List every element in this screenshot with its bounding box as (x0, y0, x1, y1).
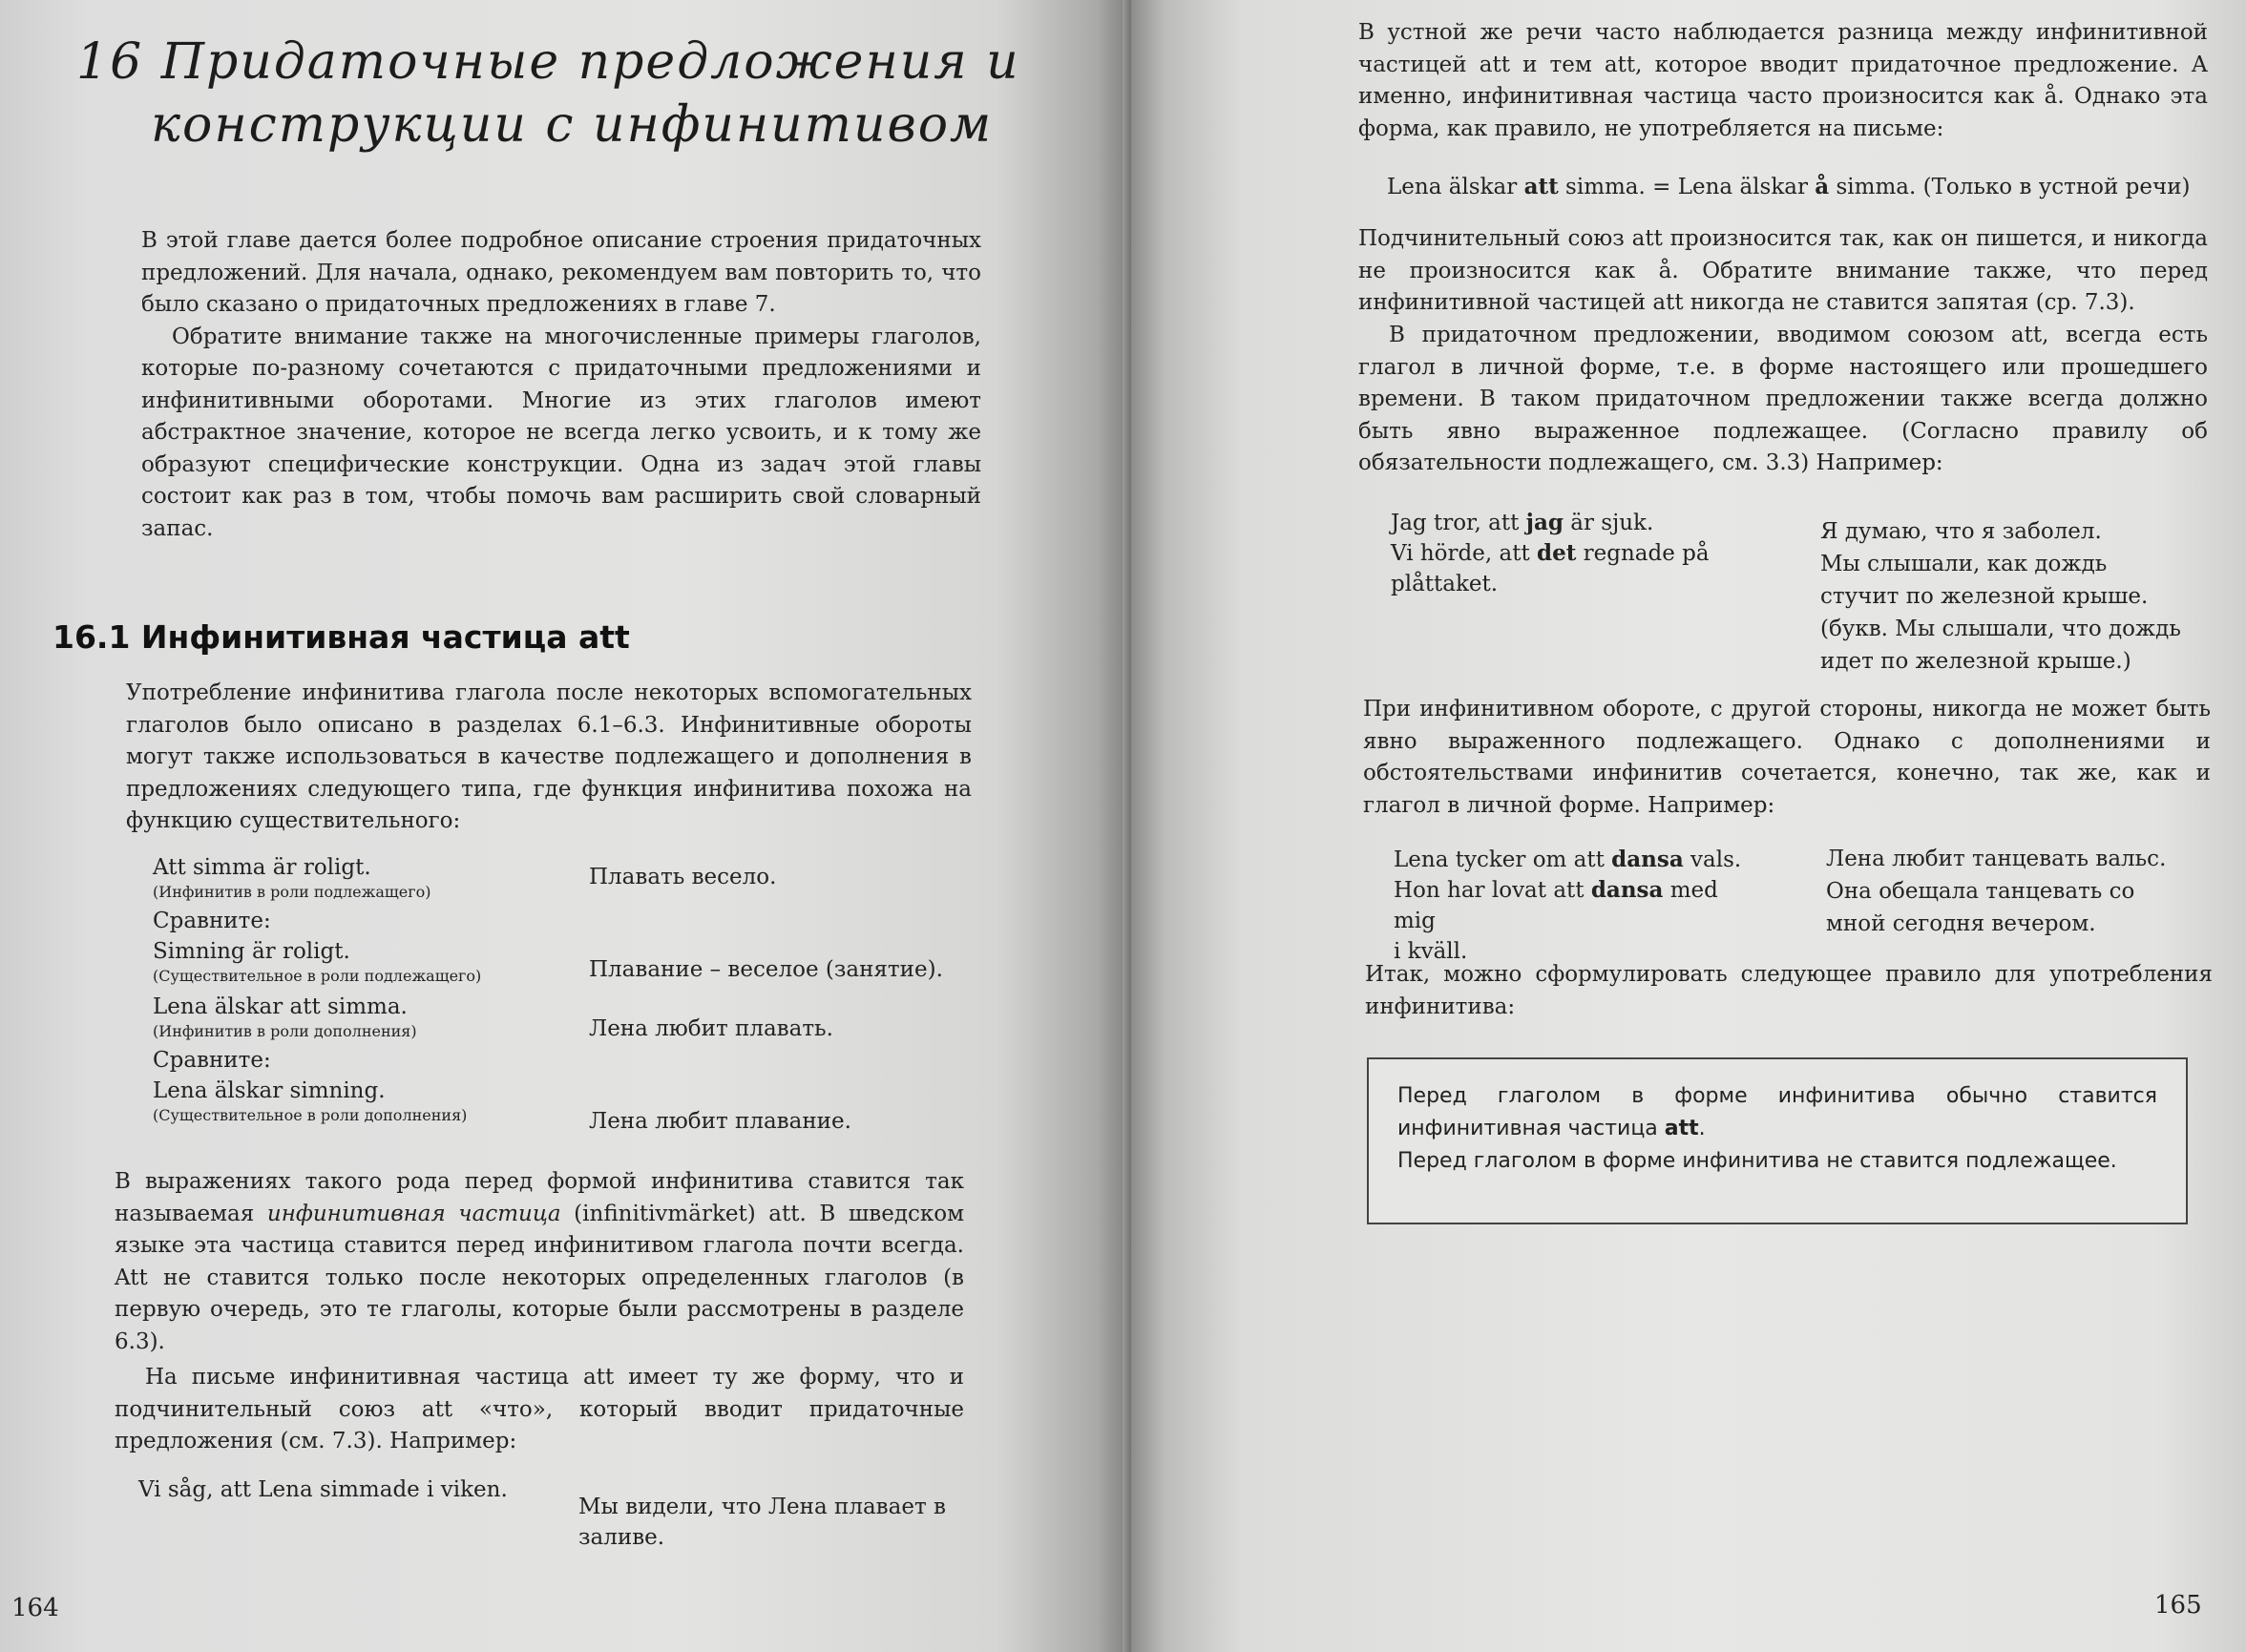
section-paragraph-3: На письме инфинитивная частица att имеет ту же форму, что и подчинительный союз att «что», который вводит придаточные предложения (см. 7.3). Например: (115, 1365, 964, 1453)
example-text: simma. (Только в устной речи) (1829, 175, 2191, 199)
example-text: Lena tycker om att (1394, 847, 1612, 872)
term-italic: инфинитивная частица (266, 1201, 561, 1226)
example-bold: det (1537, 540, 1577, 566)
page-number-right: 165 (2154, 1591, 2202, 1620)
example-ru-line: (букв. Мы слышали, что дождь (1820, 617, 2181, 641)
section-heading: 16.1 Инфинитивная частица att (52, 618, 630, 656)
example-sv-line (1394, 845, 1756, 875)
example-ru-line: стучит по железной крыше. (1820, 584, 2149, 609)
example-sv: Simning är roligt. (153, 939, 350, 964)
right-paragraph-5: Итак, можно сформулировать следующее правило для употребления инфинитива: (1365, 962, 2213, 1019)
example-note: (Инфинитив в роли дополнения) (153, 1022, 417, 1040)
example-bold: jag (1525, 510, 1564, 535)
example-ru-line: Она обещала танцевать со (1826, 879, 2135, 904)
example-bold: å (1815, 174, 1830, 199)
example-ru-line: Я думаю, что я заболел. (1820, 519, 2102, 544)
example-sv-group-3 (1394, 845, 1756, 967)
example-text: regnade på plåttaket. (1391, 541, 1710, 596)
rule-line-3: Перед глаголом в форме инфинитива не ставится подлежащее. (1397, 1149, 2117, 1173)
example-ru-3: Плавание – веселое (занятие). (589, 957, 943, 982)
example-sv: Att simma är roligt. (153, 855, 371, 880)
chapter-title-line-2: конструкции с инфинитивом (151, 96, 994, 154)
chapter-title-line-1: 16 Придаточные предложения и (76, 33, 1020, 91)
rule-bold: att (1664, 1117, 1699, 1140)
example-text: vals. (1683, 847, 1742, 872)
rule-text: . (1698, 1117, 1706, 1140)
section-paragraph-1: Употребление инфинитива глагола после некоторых вспомогательных глаголов было описано в разделах 6.1–6.3. Инфинитивные обороты могут также использоваться в качестве подлежащего и дополнения в предложениях следующего типа, где функция инфинитива похожа на функцию существительного: (126, 680, 972, 833)
example-last-ru: Мы видели, что Лена плавает в заливе. (578, 1495, 946, 1550)
rule-line-2 (1397, 1113, 2157, 1145)
right-paragraph-2: Подчинительный союз att произносится так, как он пишется, и никогда не произносится как å. Обратите внимание также, что перед инфинитивной частицей att никогда не ставится запятая (ср. 7.3). (1358, 226, 2208, 315)
intro-paragraph-2: Обратите внимание также на многочисленные примеры глаголов, которые по-разному сочетаются с придаточными предложениями и инфинитивными оборотами. Многие из этих глаголов имеют абстрактное значение, которое не всегда легко усвоить, и к тому же образуют специфические конструкции. Одна из задач этой главы состоит как раз в том, чтобы помочь вам расширить свой словарный запас. (141, 324, 981, 541)
section-paragraph-2 (115, 1166, 964, 1358)
rule-text: инфинитивная частица (1397, 1117, 1665, 1140)
right-page (1131, 0, 2246, 1652)
example-note: (Существительное в роли дополнения) (153, 1106, 468, 1124)
example-bold: dansa (1611, 847, 1684, 872)
example-sv-line (1394, 875, 1756, 936)
chapter-title (76, 31, 1079, 157)
example-text: Vi hörde, att (1391, 541, 1537, 566)
paragraph-text: (infinitivmärket) att. В шведском языке эта частица ставится перед инфинитивом глагола почти всегда. Att не ставится только после некоторых определенных глаголов (в первую очередь, это те глаголы, которые были рассмотрены в разделе 6.3). (115, 1201, 964, 1354)
example-text: med mig (1394, 878, 1718, 933)
example-bold: dansa (1590, 877, 1664, 903)
example-text: Hon har lovat att (1394, 878, 1591, 903)
right-paragraph-1: В устной же речи часто наблюдается разница между инфинитивной частицей att и тем att, которое вводит придаточное предложение. А именно, инфинитивная частица часто произносится как å. Однако эта форма, как правило, не употребляется на письме: (1358, 20, 2208, 141)
example-sv-line (1391, 508, 1773, 538)
example-ru-line: идет по железной крыше.) (1820, 649, 2131, 674)
rule-line-1: Перед глаголом в форме инфинитива обычно ставится (1397, 1084, 2157, 1108)
rule-box (1367, 1057, 2188, 1224)
example-ru-group-2 (1820, 515, 2212, 678)
example-last-sv: Vi såg, att Lena simmade i viken. (138, 1477, 508, 1502)
example-sv: Lena älskar att simma. (153, 994, 408, 1019)
paragraph-text: В выражениях такого рода перед формой инфинитива ставится так называемая (115, 1169, 964, 1226)
example-sv-line: i kväll. (1394, 939, 1468, 964)
example-ru-6: Лена любит плавание. (589, 1109, 851, 1134)
example-ru-line: Мы слышали, как дождь (1820, 552, 2108, 576)
example-text: är sjuk. (1563, 511, 1654, 535)
compare-label: Сравните: (153, 1048, 271, 1073)
example-bold: att (1523, 174, 1559, 199)
example-ru-4: Лена любит плавать. (589, 1016, 833, 1041)
example-note: (Инфинитив в роли подлежащего) (153, 883, 431, 901)
example-ru-group-3 (1826, 843, 2208, 940)
example-ru-line: мной сегодня вечером. (1826, 911, 2096, 936)
example-oral-speech (1387, 172, 2208, 202)
example-text: simma. = Lena älskar (1558, 175, 1816, 199)
example-sv-line (1391, 538, 1773, 599)
page-number-left: 164 (11, 1594, 59, 1622)
example-note: (Существительное в роли подлежащего) (153, 967, 482, 985)
intro-paragraph-1: В этой главе дается более подробное описание строения придаточных предложений. Для начала, однако, рекомендуем вам повторить то, что было сказано о придаточных предложениях в главе 7. (141, 228, 981, 317)
right-paragraph-3: В придаточном предложении, вводимом союзом att, всегда есть глагол в личной форме, т.е. в форме настоящего или прошедшего времени. В таком придаточном предложении также всегда должно быть явно выраженное подлежащее. (Согласно правилу об обязательности подлежащего, см. 3.3) Например: (1358, 323, 2208, 475)
example-ru-line: Лена любит танцевать вальс. (1826, 847, 2167, 871)
intro-text (141, 225, 981, 545)
right-paragraph-4: При инфинитивном обороте, с другой стороны, никогда не может быть явно выраженного подлежащего. Однако с дополнениями и обстоятельствами инфинитив сочетается, конечно, так же, как и глагол в личной форме. Например: (1363, 697, 2211, 818)
example-sv-group-2 (1391, 508, 1773, 599)
example-sv: Lena älskar simning. (153, 1078, 386, 1103)
compare-label: Сравните: (153, 909, 271, 933)
example-text: Lena älskar (1387, 175, 1524, 199)
example-ru-1: Плавать весело. (589, 865, 777, 889)
example-text: Jag tror, att (1391, 511, 1526, 535)
example-list-swedish (153, 852, 554, 1137)
